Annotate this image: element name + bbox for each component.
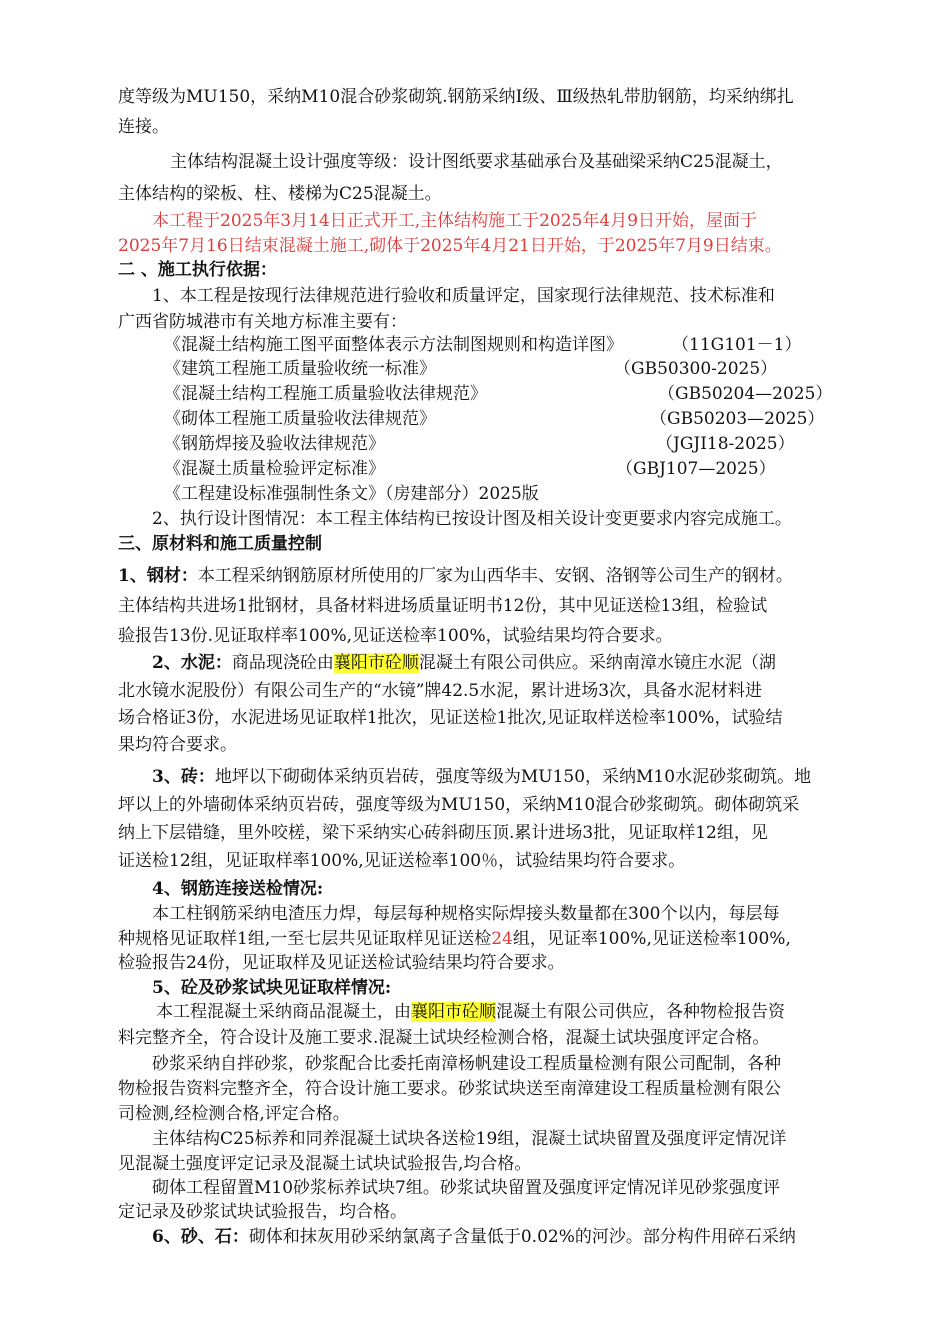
standard-code: （GB50203—2025） — [650, 409, 825, 429]
para-line: 2、执行设计图情况：本工程主体结构已按设计图及相关设计变更要求内容完成施工。 — [152, 509, 792, 529]
standard-code: （JGJI18-2025） — [656, 434, 795, 454]
para-line — [118, 924, 791, 949]
para-line: 度等级为MU150，采纳M10混合砂浆砌筑.钢筋采纳Ⅰ级、Ⅲ级热轧带肋钢筋，均采纳绑扎 — [118, 87, 794, 107]
red-count: 24 — [491, 929, 513, 949]
para-line: 北水镜水泥股份）有限公司生产的“水镜”牌42.5水泥，累计进场3次，具备水泥材料进 — [118, 681, 763, 701]
standard-item — [164, 330, 802, 355]
para-line: 主体结构的梁板、柱、楼梯为C25混凝土。 — [118, 184, 442, 204]
standard-name: 《建筑工程施工质量验收统一标准》 — [164, 359, 436, 379]
standard-item — [164, 404, 825, 429]
highlighted-text: 襄阳市砼顺 — [411, 1002, 496, 1022]
item-text: 本工程混凝土采纳商品混凝土，由 — [156, 1002, 411, 1022]
standard-item — [164, 354, 778, 379]
para-line: 司检测,经检测合格,评定合格。 — [118, 1104, 350, 1124]
standard-item — [164, 479, 539, 504]
para-line: 砂浆采纳自拌砂浆，砂浆配合比委托南漳杨帆建设工程质量检测有限公司配制，各种 — [152, 1054, 781, 1074]
para-line — [156, 997, 785, 1022]
standard-name: 《混凝土结构工程施工质量验收法律规范》 — [164, 384, 487, 404]
standard-item — [164, 379, 833, 404]
standard-code: （11G101－1） — [672, 335, 802, 355]
para-line: 砌体工程留置M10砂浆标养试块7组。砂浆试块留置及强度评定情况详见砂浆强度评 — [152, 1178, 780, 1198]
standard-name: 《混凝土质量检验评定标准》 — [164, 459, 385, 479]
para-line: 1、本工程是按现行法律规范进行验收和质量评定，国家现行法律规范、技术标准和 — [152, 286, 775, 306]
item-text: 混凝土有限公司供应，各种物检报告资 — [496, 1002, 785, 1022]
para-line: 定记录及砂浆试块试验报告，均合格。 — [118, 1202, 407, 1222]
standard-item — [164, 454, 776, 479]
para-line: 本工柱钢筋采纳电渣压力焊，每层每种规格实际焊接头数量都在300个以内，每层每 — [152, 904, 780, 924]
item-text: 混凝土有限公司供应。采纳南漳水镜庄水泥（湖 — [418, 653, 776, 673]
highlighted-text: 襄阳市砼顺 — [333, 653, 419, 673]
item-heading: 6、砂、石： — [152, 1227, 249, 1247]
standard-name: 《混凝土结构施工图平面整体表示方法制图规则和构造详图》 — [164, 335, 623, 355]
item-text: 商品现浇砼由 — [231, 653, 334, 673]
item-text: 砌体和抹灰用砂采纳氯离子含量低于0.02%的河沙。部分构件用碎石采纳 — [248, 1227, 796, 1247]
item-text: 组，见证率100%,见证送检率100%, — [512, 929, 791, 949]
para-line: 广西省防城港市有关地方标准主要有： — [118, 312, 407, 332]
para-line: 料完整齐全，符合设计及施工要求.混凝土试块经检测合格，混凝土试块强度评定合格。 — [118, 1028, 770, 1048]
para-line: 连接。 — [118, 117, 169, 137]
item-steel — [118, 561, 793, 586]
standard-name: 《砌体工程施工质量验收法律规范》 — [164, 409, 436, 429]
section-heading-2: 二 、施工执行依据： — [118, 260, 277, 280]
para-line: 证送检12组，见证取样率100%,见证送检率100％，试验结果均符合要求。 — [118, 851, 686, 871]
item-heading: 3、砖： — [152, 767, 215, 787]
item-text: 本工程采纳钢筋原材所使用的厂家为山西华丰、安钢、洛钢等公司生产的钢材。 — [197, 566, 793, 586]
standard-code: （GB50300-2025） — [614, 359, 778, 379]
item-brick — [152, 762, 811, 787]
item-heading: 4、钢筋连接送检情况: — [152, 879, 324, 899]
standard-name: 《钢筋焊接及验收法律规范》 — [164, 434, 385, 454]
para-line: 主体结构共进场1批钢材，具备材料进场质量证明书12份，其中见证送检13组，检验试 — [118, 596, 768, 616]
para-line: 验报告13份.见证取样率100%,见证送检率100%，试验结果均符合要求。 — [118, 626, 673, 646]
para-line: 检验报告24份，见证取样及见证送检试验结果均符合要求。 — [118, 953, 565, 973]
schedule-line: 本工程于2025年3月14日正式开工,主体结构施工于2025年4月9日开始，屋面于 — [152, 211, 758, 231]
schedule-line: 2025年7月16日结束混凝土施工,砌体于2025年4月21日开始，于2025年7月9日结束。 — [118, 236, 782, 256]
item-heading: 1、钢材： — [118, 566, 198, 586]
para-line: 主体结构混凝土设计强度等级：设计图纸要求基础承台及基础梁采纳C25混凝土， — [170, 152, 783, 172]
item-text: 地坪以下砌砌体采纳页岩砖，强度等级为MU150，采纳M10水泥砂浆砌筑。地 — [214, 767, 812, 787]
item-heading: 2、水泥： — [152, 653, 232, 673]
para-line: 坪以上的外墙砌体采纳页岩砖，强度等级为MU150，采纳M10混合砂浆砌筑。砌体砌筑采 — [118, 795, 800, 815]
para-line: 物检报告资料完整齐全，符合设计施工要求。砂浆试块送至南漳建设工程质量检测有限公 — [118, 1079, 781, 1099]
para-line: 场合格证3份，水泥进场见证取样1批次，见证送检1批次,见证取样送检率100%，试验结 — [118, 708, 783, 728]
item-sand-stone — [152, 1222, 796, 1247]
para-line: 主体结构C25标养和同养混凝土试块各送检19组，混凝土试块留置及强度评定情况详 — [152, 1129, 787, 1149]
para-line: 见混凝土强度评定记录及混凝土试块试验报告,均合格。 — [118, 1154, 532, 1174]
para-line: 纳上下层错缝，里外咬槎，梁下采纳实心砖斜砌压顶.累计进场3批，见证取样12组，见 — [118, 823, 768, 843]
section-heading-3: 三、原材料和施工质量控制 — [118, 534, 322, 554]
standard-item — [164, 429, 795, 454]
item-cement — [152, 648, 776, 673]
item-heading: 5、砼及砂浆试块见证取样情况: — [152, 978, 392, 998]
standard-name: 《工程建设标准强制性条文》（房建部分）2025版 — [164, 484, 539, 504]
para-line: 果均符合要求。 — [118, 735, 237, 755]
item-text: 种规格见证取样1组,一至七层共见证取样见证送检 — [118, 929, 492, 949]
standard-code: （GB50204—2025） — [658, 384, 833, 404]
standard-code: （GBJ107—2025） — [616, 459, 776, 479]
